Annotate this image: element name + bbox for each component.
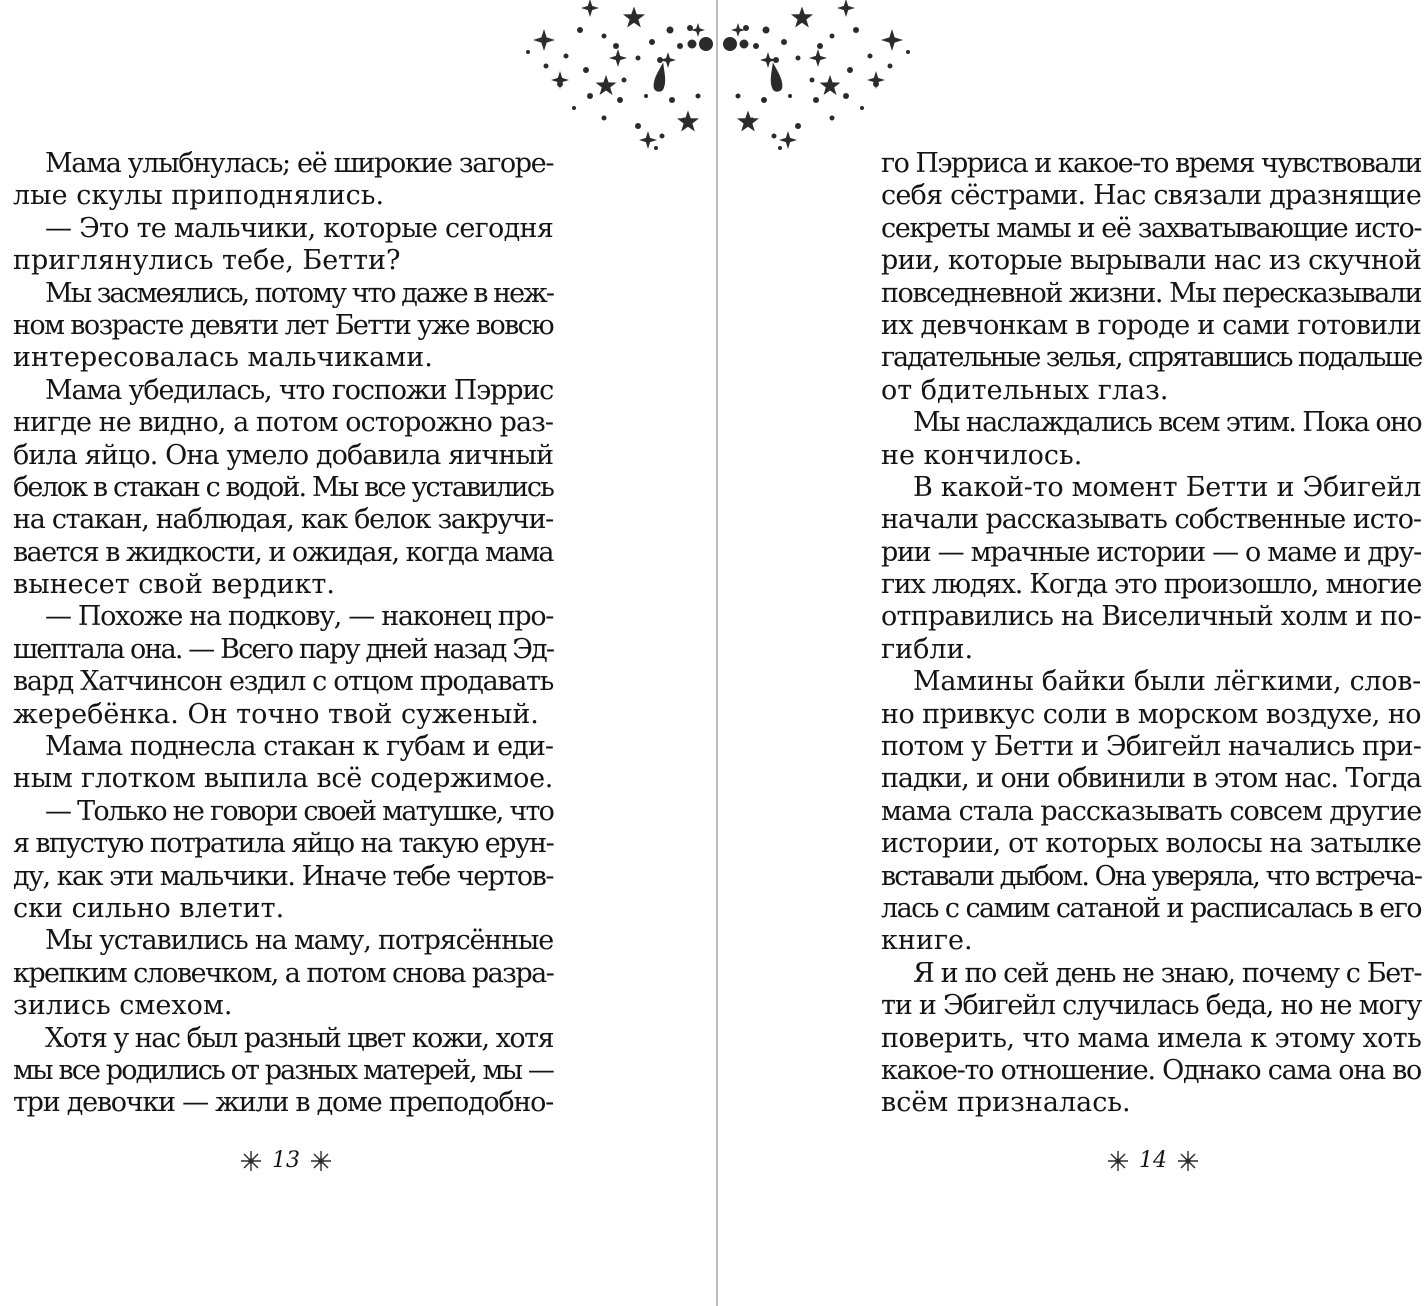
text-line: белок в стакан с водой. Мы все уставились	[13, 471, 553, 503]
text-line: Я и по сей день не знаю, почему с Бет-	[913, 957, 1422, 989]
star-burst-icon	[240, 1150, 262, 1172]
text-line: на стакан, наблюдая, как белок закручи-	[13, 504, 553, 536]
text-line: падки, и они обвинили в этом нас. Тогда	[881, 763, 1421, 795]
text-line: лые скулы приподнялись.	[13, 180, 385, 212]
text-line: шептала она. — Всего пару дней назад Эд-	[13, 633, 554, 665]
text-line: Хотя у нас был разный цвет кожи, хотя	[45, 1022, 553, 1054]
text-line: — Похоже на подкову, — наконец про-	[45, 601, 554, 633]
text-line: гадательные зелья, спрятавшись подальше	[881, 342, 1422, 374]
text-line: вынесет свой вердикт.	[13, 569, 335, 601]
page-number-left	[240, 1148, 332, 1173]
page-number-label: 14	[1139, 1148, 1167, 1173]
text-line: книге.	[881, 925, 973, 957]
text-line: рии, которые вырывали нас из скучной	[881, 245, 1422, 277]
text-line: Мы засмеялись, потому что даже в неж-	[45, 277, 553, 309]
text-line: ным глотком выпила всё содержимое.	[13, 763, 554, 795]
text-line: го Пэрриса и какое-то время чувствовали	[881, 148, 1421, 179]
text-line: себя сёстрами. Нас связали дразнящие	[881, 180, 1422, 212]
text-line: лась с самим сатаной и расписалась в его	[881, 892, 1421, 924]
text-line: гих людях. Когда это произошло, многие	[881, 569, 1421, 601]
text-line: рии — мрачные истории — о маме и дру-	[881, 536, 1421, 568]
star-burst-icon	[310, 1150, 332, 1172]
right-page-text	[881, 148, 1421, 1120]
text-line: нигде не видно, а потом осторожно раз-	[13, 407, 554, 439]
text-line: била яйцо. Она умело добавила яичный	[13, 439, 554, 471]
text-line: Мы уставились на маму, потрясённые	[45, 925, 553, 957]
text-line: три девочки — жили в доме преподобно-	[13, 1087, 553, 1119]
text-line: но привкус соли в морском воздухе, но	[881, 698, 1422, 730]
page-number-label: 13	[272, 1148, 300, 1173]
text-line: мы все родились от разных матерей, мы —	[13, 1054, 554, 1086]
stars-ornament-icon	[520, 0, 916, 160]
text-line: отправились на Виселичный холм и по-	[881, 601, 1422, 633]
text-line: я впустую потратила яйцо на такую ерун-	[13, 828, 554, 860]
text-line: ду, как эти мальчики. Иначе тебе чертов-	[13, 860, 553, 892]
text-line: вставали дыбом. Она уверяла, что встреча-	[881, 860, 1421, 892]
text-line: зились смехом.	[13, 990, 233, 1022]
text-line: мама стала рассказывать совсем другие	[881, 795, 1422, 827]
star-burst-icon	[1177, 1150, 1199, 1172]
text-line: крепким словечком, а потом снова разра-	[13, 957, 554, 989]
text-line: не кончилось.	[881, 439, 1083, 471]
text-line: жеребёнка. Он точно твой суженый.	[13, 698, 539, 730]
star-burst-icon	[1107, 1150, 1129, 1172]
page-number-right	[1107, 1148, 1199, 1173]
text-line: ном возрасте девяти лет Бетти уже вовсю	[13, 309, 553, 341]
text-line: Мамины байки были лёгкими, слов-	[913, 666, 1421, 698]
text-line: начали рассказывать собственные исто-	[881, 504, 1421, 536]
text-line: интересовалась мальчиками.	[13, 342, 433, 374]
text-line: вается в жидкости, и ожидая, когда мама	[13, 536, 553, 568]
text-line: приглянулись тебе, Бетти?	[13, 245, 401, 277]
text-line: какое-то отношение. Однако сама она во	[881, 1054, 1421, 1086]
text-line: Мама поднесла стакан к губам и еди-	[45, 731, 554, 763]
text-line: ти и Эбигейл случилась беда, но не могу	[881, 990, 1422, 1022]
text-line: ски сильно влетит.	[13, 892, 285, 924]
text-line: — Только не говори своей матушке, что	[45, 795, 554, 827]
text-line: В какой-то момент Бетти и Эбигейл	[913, 471, 1421, 503]
text-line: вард Хатчинсон ездил с отцом продавать	[13, 666, 554, 698]
text-line: всём призналась.	[881, 1087, 1131, 1119]
text-line: поверить, что мама имела к этому хоть	[881, 1022, 1422, 1054]
text-line: секреты мамы и её захватывающие исто-	[881, 212, 1422, 244]
text-line: истории, от которых волосы на затылке	[881, 828, 1421, 860]
text-line: Мама улыбнулась; её широкие загоре-	[45, 148, 554, 179]
text-line: — Это те мальчики, которые сегодня	[45, 212, 553, 244]
text-line: их девчонкам в городе и сами готовили	[881, 309, 1422, 341]
left-page-text	[13, 148, 553, 1120]
text-line: повседневной жизни. Мы пересказывали	[881, 277, 1421, 309]
text-line: потом у Бетти и Эбигейл начались при-	[881, 731, 1422, 763]
book-spine	[716, 0, 718, 1306]
text-line: от бдительных глаз.	[881, 374, 1169, 406]
text-line: Мы наслаждались всем этим. Пока оно	[913, 407, 1421, 439]
text-line: гибли.	[881, 633, 974, 665]
text-line: Мама убедилась, что госпожи Пэррис	[45, 374, 554, 406]
